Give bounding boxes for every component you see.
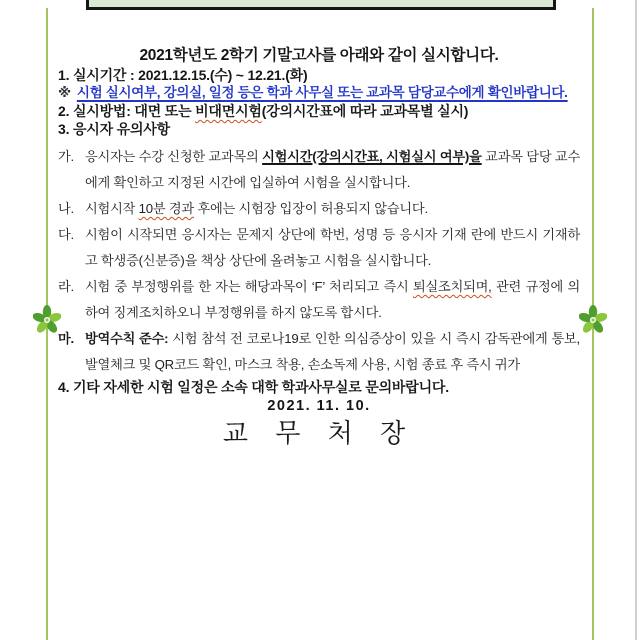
- na-spellcheck-word: 10분 경과: [138, 201, 194, 216]
- notice-content: [58, 46, 580, 450]
- ma-bold-lead: 방역수칙 준수:: [85, 331, 169, 346]
- ga-text-post: 교과목 담당 교수에게 확인하고 지정된 시간에 입실하여 시험을 실시합니다.: [85, 149, 580, 190]
- header-title-box: [86, 0, 556, 10]
- method-text-pre: 2. 실시방법: 대면 또는: [58, 103, 196, 119]
- item-exam-method: [58, 102, 580, 120]
- list-body-na: [85, 196, 580, 222]
- list-marker-na: 나.: [58, 201, 75, 216]
- item-etc-inquiry: 4. 기타 자세한 시험 일정은 소속 대학 학과사무실로 문의바랍니다.: [58, 379, 449, 395]
- list-body-ma: [85, 326, 580, 378]
- leaf-ornament-left: [33, 303, 61, 337]
- na-text-pre: 시험시작: [85, 201, 139, 216]
- notice-date: 2021. 11. 10.: [267, 398, 371, 414]
- ra-spellcheck-word: 퇴실조치되며,: [412, 279, 492, 294]
- method-spellcheck-word: 비대면시험: [195, 103, 262, 119]
- list-marker-ra: 라.: [58, 279, 75, 294]
- list-item-ma: [58, 326, 580, 378]
- list-item-ga: [58, 144, 580, 196]
- ga-text-pre: 응시자는 수강 신청한 교과목의: [85, 149, 263, 164]
- photo-edge-line: [635, 0, 637, 640]
- reference-mark: ※: [58, 85, 71, 100]
- na-text-post: 후에는 시험장 입장이 허용되지 않습니다.: [193, 201, 428, 216]
- ra-text-pre: 시험 중 부정행위를 한 자는 해당과목이 ‘F’ 처리되고 즉시: [85, 279, 413, 294]
- item-exam-period: 1. 실시기간 : 2021.12.15.(수) ~ 12.21.(화): [58, 67, 308, 83]
- list-item-ra: [58, 274, 580, 326]
- method-text-post: (강의시간표에 따라 교과목별 실시): [261, 103, 469, 119]
- note-line: [58, 84, 580, 102]
- list-marker-ga: 가.: [58, 149, 75, 164]
- notice-title: 2021학년도 2학기 기말고사를 아래와 같이 실시합니다.: [139, 47, 499, 64]
- ra-text-post: 관련 규정에 의하여 징계조치하오니 부정행위를 하지 않도록 합시다.: [85, 279, 580, 320]
- list-body-da: 시험이 시작되면 응시자는 문제지 상단에 학번, 성명 등 응시자 기재 란에 반드시 기재하고 학생증(신분증)을 책상 상단에 올려놓고 시험을 실시합니다.: [85, 227, 580, 268]
- ma-text: 시험 참석 전 코로나19로 인한 의심증상이 있을 시 즉시 감독관에게 통보, 발열체크 및 QR코드 확인, 마스크 착용, 손소독제 사용, 시험 종료 후 즉시 귀가: [85, 331, 580, 372]
- ga-emphasized-text: 시험시간(강의시간표, 시험실시 여부)을: [262, 149, 482, 164]
- list-body-ra: [85, 274, 580, 326]
- list-marker-ma: 마.: [58, 331, 75, 346]
- note-text: 시험 실시여부, 강의실, 일정 등은 학과 사무실 또는 교과목 담당교수에게 확인바랍니다.: [76, 85, 568, 100]
- leaf-ornament-right: [579, 303, 607, 337]
- precautions-list: [58, 144, 580, 378]
- list-item-da: [58, 222, 580, 274]
- item-precautions-heading: 3. 응시자 유의사항: [58, 121, 170, 137]
- signer-title: 교 무 처 장: [222, 418, 416, 448]
- list-body-ga: [85, 144, 580, 196]
- list-marker-da: 다.: [58, 227, 75, 242]
- list-item-na: [58, 196, 580, 222]
